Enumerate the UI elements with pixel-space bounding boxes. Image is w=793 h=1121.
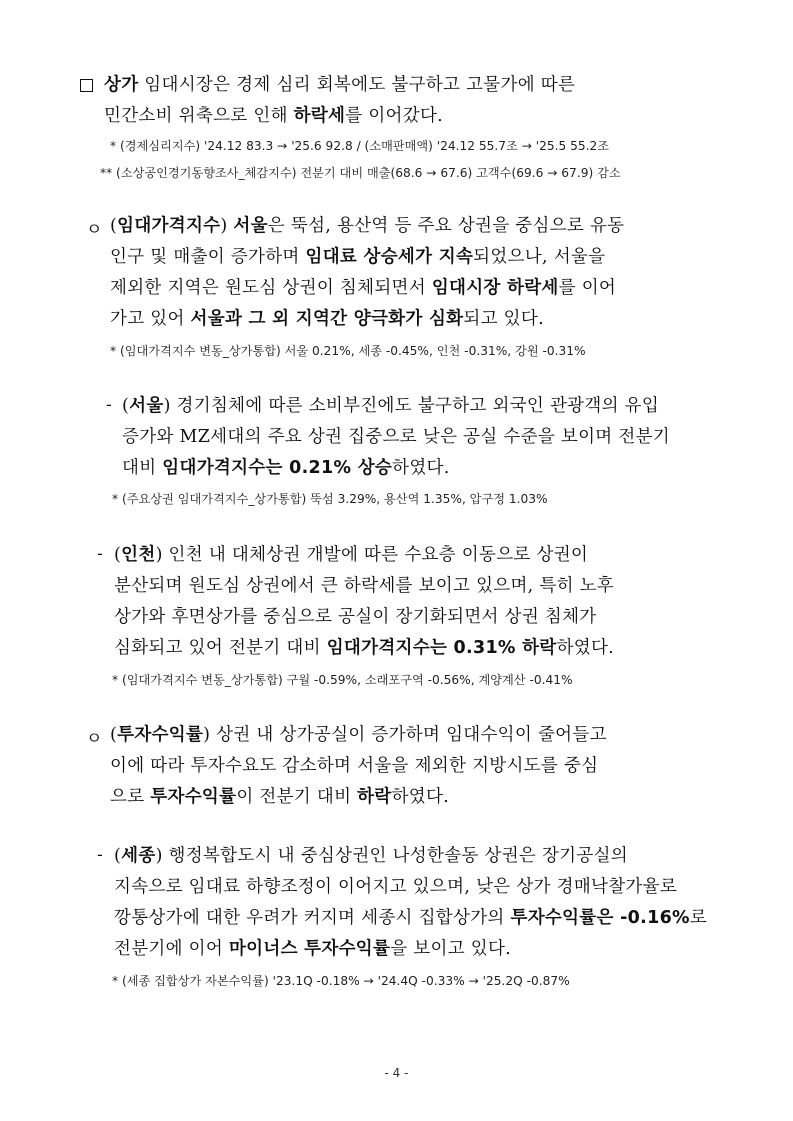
- bold-text: 임대가격지수는 0.21% 상승: [162, 458, 393, 478]
- paragraph-line: [114, 903, 724, 934]
- text-run: 분산되며 원도심 상권에서 큰 하락세를 보이고 있으며, 특히 노후: [114, 576, 615, 596]
- paragraph-line: [114, 540, 722, 571]
- dash-bullet-marker: -: [106, 395, 112, 415]
- text-run: 인구 및 매출이 증가하며: [110, 247, 306, 267]
- text-run: 민간소비 위축으로 인해: [104, 106, 294, 126]
- paragraph-line: [114, 633, 722, 664]
- text-run: 되고 있다.: [463, 309, 544, 329]
- bold-text: 임대가격지수는 0.31% 하락: [326, 638, 557, 658]
- paragraph-line: [110, 720, 722, 751]
- text-run: 대비: [122, 458, 163, 478]
- bold-text: 마이너스 투자수익률: [228, 939, 391, 959]
- text-run: 를 이어: [558, 278, 617, 298]
- paragraph-line: [122, 453, 722, 484]
- text-run: (: [122, 396, 130, 416]
- text-run: 전분기에 이어: [114, 939, 229, 959]
- paragraph-line: [110, 242, 722, 273]
- text-run: (: [110, 725, 118, 745]
- rent-index-paragraph: [110, 211, 722, 335]
- dash-bullet-marker: -: [97, 845, 103, 865]
- footnote-economic-index: * (경제심리지수) '24.12 83.3 → '25.6 92.8 / (소매판매액) '24.12 55.7조 → '25.5 55.2조: [110, 139, 610, 153]
- text-run: 제외한 지역은 원도심 상권이 침체되면서: [110, 278, 432, 298]
- paragraph-line: [114, 934, 724, 965]
- paragraph-line: [114, 841, 724, 872]
- bold-text: 임대가격지수: [117, 216, 221, 236]
- incheon-paragraph: [114, 540, 722, 664]
- text-run: 이 전분기 대비: [236, 787, 358, 807]
- paragraph-line: [110, 304, 722, 335]
- bold-text: 상가: [104, 75, 139, 95]
- page-number: - 4 -: [384, 1066, 409, 1080]
- paragraph-line: [114, 602, 722, 633]
- paragraph-line: [110, 273, 722, 304]
- text-run: ) 인천 내 대체상권 개발에 따른 수요층 이동으로 상권이: [155, 545, 589, 565]
- text-run: 되었으나, 서울을: [473, 247, 606, 267]
- text-run: 이에 따라 투자수요도 감소하며 서울을 제외한 지방시도를 중심: [110, 756, 599, 776]
- bold-text: 투자수익률은 -0.16%: [510, 908, 690, 928]
- text-run: 을 보이고 있다.: [390, 939, 512, 959]
- text-run: 하였다.: [391, 787, 450, 807]
- text-run: 임대시장은 경제 심리 회복에도 불구하고 고물가에 따른: [138, 75, 576, 95]
- text-run: 으로: [110, 787, 151, 807]
- text-run: 로: [689, 908, 708, 928]
- paragraph-line: [110, 782, 722, 813]
- bold-text: 세종: [121, 846, 156, 866]
- text-run: 은 뚝섬, 용산역 등 주요 상권을 중심으로 유동: [267, 216, 625, 236]
- yield-paragraph: [110, 720, 722, 813]
- footnote-sejong-capital-return: * (세종 집합상가 자본수익률) '23.1Q -0.18% → '24.4Q -0.33% → '25.2Q -0.87%: [112, 974, 570, 988]
- text-run: ) 경기침체에 따른 소비부진에도 불구하고 외국인 관광객의 유입: [163, 396, 660, 416]
- text-run: (: [110, 216, 118, 236]
- bold-text: 투자수익률: [150, 787, 237, 807]
- footnote-sentiment-index: ** (소상공인경기동향조사_체감지수) 전분기 대비 매출(68.6 → 67.6) 고객수(69.6 → 67.9) 감소: [100, 166, 621, 180]
- bold-text: 하락세: [293, 106, 346, 126]
- circle-bullet-marker: ㅇ: [86, 220, 103, 240]
- bold-text: 서울: [129, 396, 164, 416]
- text-run: 심화되고 있어 전분기 대비: [114, 638, 327, 658]
- text-run: ) 상권 내 상가공실이 증가하며 임대수익이 줄어들고: [203, 725, 607, 745]
- text-run: 하였다.: [556, 638, 615, 658]
- bold-text: 임대료 상승세가 지속: [305, 247, 474, 267]
- paragraph-line: [114, 872, 724, 903]
- paragraph-line: [122, 391, 722, 422]
- paragraph-line: [122, 422, 722, 453]
- seoul-paragraph: [122, 391, 722, 484]
- sejong-paragraph: [114, 841, 724, 965]
- footnote-seoul-main-areas: * (주요상권 임대가격지수_상가통합) 뚝섬 3.29%, 용산역 1.35%, 압구정 1.03%: [112, 492, 548, 506]
- section-paragraph: [104, 70, 724, 132]
- bold-text: 임대시장 하락세: [431, 278, 559, 298]
- text-run: (: [114, 846, 122, 866]
- dash-bullet-marker: -: [97, 544, 103, 564]
- paragraph-line: [110, 211, 722, 242]
- bold-text: 서울과 그 외 지역간 양극화가 심화: [190, 309, 464, 329]
- paragraph-line: [114, 571, 722, 602]
- square-bullet-icon: [80, 79, 93, 92]
- text-run: 증가와 MZ세대의 주요 상권 집중으로 낮은 공실 수준을 보이며 전분기: [122, 427, 670, 447]
- paragraph-line: [104, 101, 724, 132]
- text-run: 가고 있어: [110, 309, 191, 329]
- text-run: 를 이어갔다.: [345, 106, 444, 126]
- text-run: ): [220, 216, 234, 236]
- text-run: 지속으로 임대료 하향조정이 이어지고 있으며, 낮은 상가 경매낙찰가율로: [114, 877, 678, 897]
- text-run: 상가와 후면상가를 중심으로 공실이 장기화되면서 상권 침체가: [114, 607, 597, 627]
- text-run: (: [114, 545, 122, 565]
- bold-text: 하락: [357, 787, 392, 807]
- circle-bullet-marker: ㅇ: [86, 729, 103, 749]
- footnote-incheon-areas: * (임대가격지수 변동_상가통합) 구월 -0.59%, 소래포구역 -0.56%, 계양계산 -0.41%: [112, 673, 573, 687]
- text-run: 하였다.: [392, 458, 450, 478]
- footnote-rent-index-change: * (임대가격지수 변동_상가통합) 서울 0.21%, 세종 -0.45%, 인천 -0.31%, 강원 -0.31%: [110, 344, 586, 358]
- text-run: ) 행정복합도시 내 중심상권인 나성한솔동 상권은 장기공실의: [155, 846, 628, 866]
- paragraph-line: [104, 70, 724, 101]
- text-run: 깡통상가에 대한 우려가 커지며 세종시 집합상가의: [114, 908, 511, 928]
- bold-text: 인천: [121, 545, 156, 565]
- paragraph-line: [110, 751, 722, 782]
- bold-text: 서울: [233, 216, 268, 236]
- bold-text: 투자수익률: [117, 725, 204, 745]
